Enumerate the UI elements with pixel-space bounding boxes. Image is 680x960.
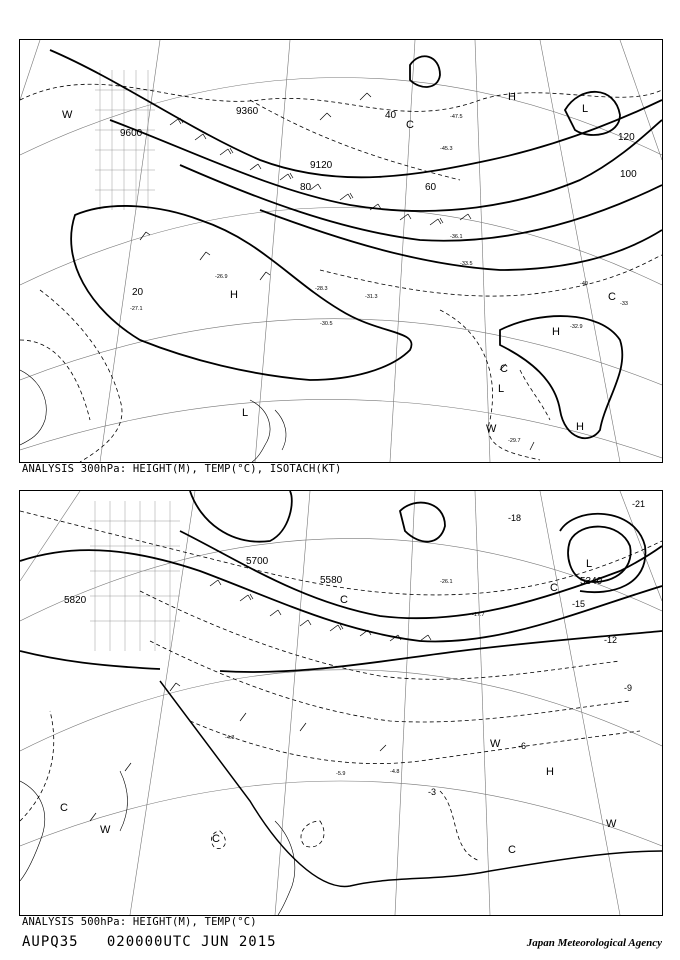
temp-label: -4.8 — [390, 769, 400, 775]
warm-marker: W — [486, 423, 497, 435]
warm-marker: W — [100, 824, 111, 836]
warm-marker: W — [606, 818, 617, 830]
isotherm-label: -15 — [572, 599, 586, 609]
height-label-9120: 9120 — [310, 160, 333, 171]
temp-label: -17.7 — [472, 612, 485, 618]
isotach-label: 20 — [132, 287, 144, 298]
isotach-label: 40 — [385, 110, 397, 121]
isotherm-label: -6 — [518, 741, 527, 751]
isotach-label: 80 — [300, 182, 312, 193]
product-id: AUPQ35 — [22, 934, 79, 950]
graticule — [20, 491, 662, 915]
cold-marker: C — [608, 291, 616, 303]
low-pressure-marker: L — [498, 383, 505, 395]
isotherm-contours — [20, 511, 662, 861]
temp-label: -27.1 — [130, 306, 143, 312]
temp-label: -40 — [580, 281, 588, 287]
cold-marker: C — [508, 844, 516, 856]
height-contours — [50, 50, 662, 438]
high-pressure-marker: H — [230, 289, 238, 301]
wind-barbs — [140, 93, 534, 450]
map-panel-300hpa — [19, 39, 663, 463]
agency-name: Japan Meteorological Agency — [526, 937, 662, 949]
pressure-systems — [60, 558, 617, 856]
temp-label: -45.3 — [440, 146, 453, 152]
cold-marker: C — [550, 582, 558, 594]
high-pressure-marker: H — [508, 91, 516, 103]
height-label-5340: 5340 — [580, 576, 603, 587]
valid-time: 020000UTC JUN 2015 — [106, 934, 277, 950]
cold-marker: C — [60, 802, 68, 814]
isotherm-label: -9 — [624, 683, 633, 693]
warm-marker: W — [62, 109, 73, 121]
cold-marker: C — [500, 363, 508, 375]
map-300hpa-chart — [20, 40, 662, 462]
height-label-5580: 5580 — [320, 575, 343, 586]
cold-marker: C — [340, 594, 348, 606]
temp-label: -26.1 — [440, 579, 453, 585]
isotach-label: 100 — [620, 169, 637, 180]
low-pressure-marker: L — [586, 558, 593, 570]
coastline — [20, 771, 295, 915]
temp-label: -30.5 — [320, 321, 333, 327]
height-label-9360: 9360 — [236, 106, 259, 117]
isotach-labels — [132, 110, 637, 298]
isotherm-label: -3 — [428, 787, 437, 797]
cold-marker: C — [212, 833, 220, 845]
isotach-label: 120 — [618, 132, 635, 143]
isotherm-label: -18 — [508, 513, 522, 523]
temp-label: -28.3 — [315, 286, 328, 292]
temp-label: -47.5 — [450, 114, 463, 120]
low-pressure-marker: L — [582, 103, 589, 115]
isotherm-labels — [428, 499, 645, 797]
temp-label: -29.7 — [508, 438, 521, 444]
height-label-5700: 5700 — [246, 556, 269, 567]
height-labels — [120, 106, 333, 171]
temp-label: -33.5 — [460, 261, 473, 267]
temp-label: -36.1 — [450, 234, 463, 240]
map-panel-500hpa — [19, 490, 663, 916]
temp-label: -5.9 — [336, 771, 346, 777]
temp-label: -4.3 — [225, 735, 235, 741]
isotach-label: 60 — [425, 182, 437, 193]
height-label-5820: 5820 — [64, 595, 87, 606]
product-code — [22, 934, 277, 950]
temp-label: -32.9 — [570, 324, 583, 330]
temp-label: -31.3 — [365, 294, 378, 300]
low-pressure-marker: L — [242, 407, 249, 419]
warm-marker: W — [490, 738, 501, 750]
high-pressure-marker: H — [546, 766, 554, 778]
map-500hpa-chart — [20, 491, 662, 915]
southern-contour — [160, 681, 662, 886]
high-pressure-marker: H — [576, 421, 584, 433]
caption-500hpa: ANALYSIS 500hPa: HEIGHT(M), TEMP(°C) — [22, 916, 257, 928]
temp-label: -33 — [620, 301, 628, 307]
hatched-region — [90, 501, 180, 651]
high-pressure-marker: H — [552, 326, 560, 338]
caption-300hpa: ANALYSIS 300hPa: HEIGHT(M), TEMP(°C), ISOTACH(KT) — [22, 463, 342, 475]
height-labels — [64, 556, 603, 606]
height-label-9600: 9600 — [120, 128, 143, 139]
cold-marker: C — [406, 119, 414, 131]
chart-footer — [22, 934, 662, 956]
isotherm-contours — [20, 84, 662, 462]
isotherm-label: -21 — [632, 499, 646, 509]
temp-label: -26.9 — [215, 274, 228, 280]
isotherm-label: -12 — [604, 635, 618, 645]
temperature-values — [130, 114, 628, 444]
